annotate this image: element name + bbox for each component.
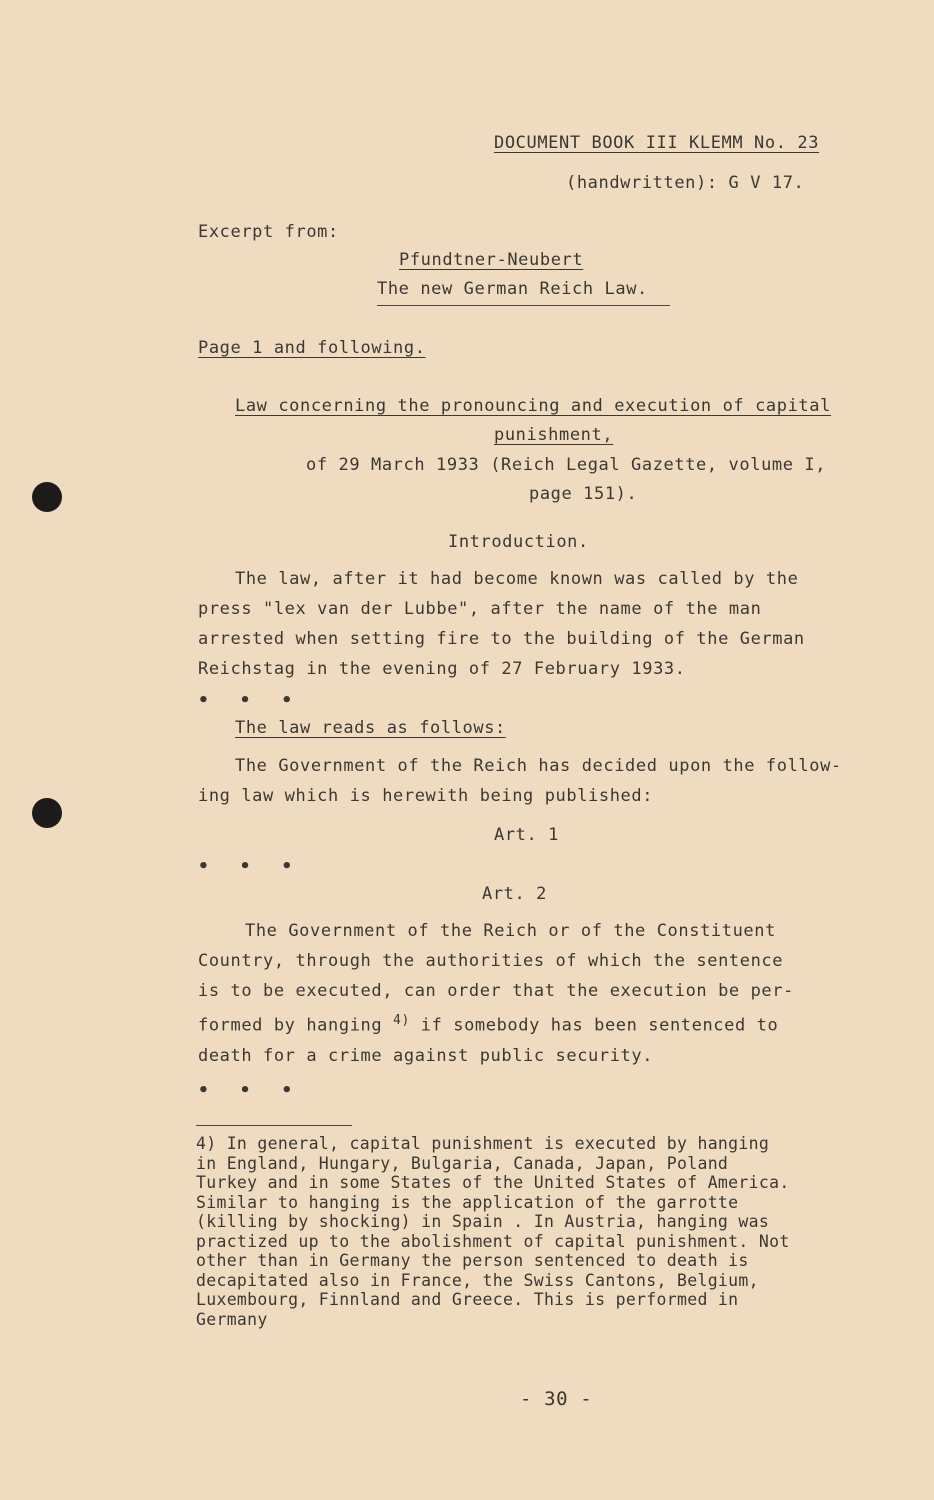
paragraph-text: formed by hanging (198, 1015, 383, 1036)
footnote-separator (196, 1125, 352, 1126)
paragraph-line: Country, through the authorities of which the sentence (198, 951, 784, 971)
source-title: The new German Reich Law. (377, 279, 648, 299)
footnote-marker: 4) (393, 1013, 410, 1028)
government-paragraph (198, 751, 842, 811)
footnote-line: Luxembourg, Finnland and Greece. This is performed in (196, 1290, 739, 1309)
law-reads-heading: The law reads as follows: (235, 718, 506, 738)
paragraph-line: death for a crime against public security. (198, 1045, 654, 1066)
page-reference: Page 1 and following. (198, 338, 426, 358)
introduction-heading: Introduction. (448, 532, 589, 552)
source-author: Pfundtner-Neubert (399, 250, 584, 270)
excerpt-label: Excerpt from: (198, 222, 339, 242)
paragraph-line: Reichstag in the evening of 27 February 1933. (198, 659, 686, 679)
paragraph-line: The law, after it had become known was called by the (235, 569, 799, 589)
law-title-line-4: page 151). (529, 484, 638, 504)
paragraph-line: arrested when setting fire to the building of the German (198, 629, 805, 649)
punch-hole (32, 482, 62, 512)
paragraph-line: is to be executed, can order that the execution be per- (198, 981, 794, 1001)
paragraph-line: The Government of the Reich or of the Constituent (245, 921, 776, 941)
paragraph-line: ing law which is herewith being published: (198, 786, 654, 806)
footnote-line: Similar to hanging is the application of the garrotte (196, 1192, 739, 1212)
footnote-line: 4) In general, capital punishment is executed by hanging (196, 1134, 770, 1153)
document-reference: DOCUMENT BOOK III KLEMM No. 23 (494, 133, 820, 153)
punch-hole (32, 798, 62, 828)
ellipsis: • • • (198, 690, 303, 711)
handwritten-note: (handwritten): G V 17. (566, 173, 805, 193)
introduction-paragraph (198, 564, 805, 684)
law-title-line-3: of 29 March 1933 (Reich Legal Gazette, volume I, (306, 455, 827, 475)
paragraph-line (198, 1006, 794, 1041)
law-title-line-1: Law concerning the pronouncing and execution of capital (235, 396, 831, 416)
footnote-line: (killing by shocking) in Spain . In Austria, hanging was (196, 1212, 770, 1231)
footnote-line: practized up to the abolishment of capital punishment. Not (196, 1231, 790, 1251)
page-number: - 30 - (520, 1388, 593, 1410)
paragraph-line: press "lex van der Lubbe", after the name of the man (198, 599, 762, 619)
paragraph-line: The Government of the Reich has decided upon the follow- (235, 756, 842, 776)
footnote-line: Turkey and in some States of the United States of America. (196, 1173, 790, 1192)
title-underline (377, 305, 670, 306)
law-title-line-2: punishment, (494, 425, 614, 445)
footnote (196, 1134, 790, 1329)
article-1-heading: Art. 1 (494, 825, 560, 845)
footnote-line: other than in Germany the person sentenced to death is (196, 1251, 749, 1270)
article-2-heading: Art. 2 (482, 884, 548, 904)
article-2-paragraph (198, 916, 794, 1071)
paragraph-text: if somebody has been sentenced to (420, 1015, 779, 1036)
footnote-line: Germany (196, 1309, 268, 1329)
ellipsis: • • • (198, 1080, 303, 1101)
ellipsis: • • • (198, 856, 303, 877)
footnote-line: in England, Hungary, Bulgaria, Canada, Japan, Poland (196, 1153, 729, 1173)
footnote-line: decapitated also in France, the Swiss Cantons, Belgium, (196, 1270, 759, 1290)
